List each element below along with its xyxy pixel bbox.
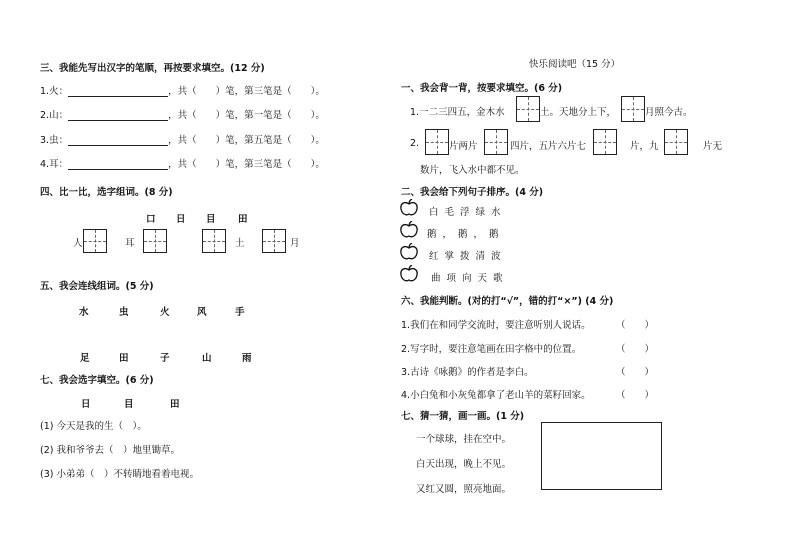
item-label: 4.耳： (40, 159, 69, 170)
recite-line-1b: 土。天地分上下， (540, 107, 617, 118)
section-4-title: 四、比一比，选字组词。(8 分) (40, 187, 173, 198)
word-char: 人 (73, 238, 83, 249)
fill-item-2: (2) 我和爷爷去（ ）地里锄草。 (40, 445, 180, 456)
drawing-box[interactable] (541, 422, 662, 490)
judge-item-3: 3.古诗《咏鹅》的作者是李白。 (401, 367, 534, 378)
apple-icon[interactable] (399, 199, 419, 217)
tianzige-box[interactable] (664, 129, 688, 155)
tianzige-box[interactable] (425, 129, 449, 155)
recite-line-1a: 1.一二三四五，金木水 (410, 107, 505, 118)
recite-line-2e: 片无 (703, 141, 723, 152)
recite-line-2b: 片两片 (449, 141, 478, 152)
poem-line: 鹅，鹅，鹅 (427, 229, 505, 240)
riddle-line: 白天出现，晚上不见。 (416, 459, 512, 470)
tianzige-box[interactable] (83, 229, 107, 253)
apple-icon[interactable] (399, 243, 419, 261)
stroke-item-4 (40, 156, 325, 170)
section-3-title: 三、我能先写出汉字的笔顺，再按要求填空。(12 分) (40, 63, 265, 74)
match-top-char[interactable]: 火 (160, 307, 170, 318)
riddle-line: 又红又圆，照亮地面。 (416, 484, 512, 495)
choice-char: 日 (176, 214, 186, 225)
judge-mark[interactable]: （ ） (616, 344, 655, 355)
fill-item-3: (3) 小弟弟（ ）不转睛地看着电视。 (40, 469, 199, 480)
answer-blank[interactable] (68, 85, 168, 97)
choice-char: 口 (146, 214, 156, 225)
recite-line-2d: 片，九 (630, 141, 659, 152)
match-bottom-char[interactable]: 足 (80, 353, 90, 364)
fill-item-1: (1) 今天是我的生（ ）。 (40, 421, 147, 432)
section-r2-title: 二、我会给下列句子排序。(4 分) (401, 187, 544, 198)
stroke-item-1 (40, 83, 325, 97)
tianzige-box[interactable] (143, 229, 167, 253)
section-r7-title: 七、猜一猜，画一画。(1 分) (401, 411, 525, 422)
recite-line-1c: 月照今古。 (645, 107, 693, 118)
match-top-char[interactable]: 水 (79, 307, 89, 318)
tianzige-box[interactable] (484, 129, 508, 155)
item-text: ，共（ ）笔，第五笔是（ ）。 (168, 135, 325, 146)
section-r1-title: 一、我会背一背，按要求填空。(6 分) (401, 83, 563, 94)
recite-line-2c: 四片，五片六片七 (510, 141, 587, 152)
word-char: 月 (290, 238, 300, 249)
answer-blank[interactable] (68, 109, 168, 121)
match-top-char[interactable]: 虫 (119, 307, 129, 318)
item-label: 1.火： (40, 86, 69, 97)
reading-header: 快乐阅读吧（15 分） (529, 59, 621, 70)
apple-icon[interactable] (399, 265, 419, 283)
judge-mark[interactable]: （ ） (616, 390, 655, 401)
recite-line-3: 数片，飞入水中都不见。 (420, 165, 525, 176)
item-text: ，共（ ）笔，第一笔是（ ）。 (168, 110, 325, 121)
recite-line-2a: 2. (410, 138, 420, 149)
item-text: ，共（ ）笔，第三笔是（ ）。 (168, 86, 325, 97)
apple-icon[interactable] (399, 221, 419, 239)
match-bottom-char[interactable]: 田 (119, 353, 129, 364)
tianzige-box[interactable] (621, 96, 645, 122)
match-top-char[interactable]: 风 (197, 307, 207, 318)
judge-item-2: 2.写字时，要注意笔画在田字格中的位置。 (401, 344, 582, 355)
section-r6-title: 六、我能判断。(对的打“√”，错的打“×”) (4 分) (401, 296, 614, 307)
tianzige-box[interactable] (516, 96, 540, 122)
poem-line: 白毛浮绿水 (429, 207, 507, 218)
match-bottom-char[interactable]: 子 (160, 353, 170, 364)
tianzige-box[interactable] (593, 129, 617, 155)
word-char: 耳 (125, 238, 135, 249)
match-top-char[interactable]: 手 (235, 307, 245, 318)
judge-item-1: 1.我们在和同学交流时，要注意听别人说话。 (401, 320, 591, 331)
judge-mark[interactable]: （ ） (616, 320, 655, 331)
match-bottom-char[interactable]: 山 (202, 353, 212, 364)
item-label: 3.虫： (40, 135, 69, 146)
choice-char: 田 (170, 399, 180, 410)
judge-item-4: 4.小白兔和小灰兔都拿了老山羊的菜籽回家。 (401, 390, 591, 401)
poem-line: 曲项向天歌 (431, 273, 509, 284)
choice-char: 日 (81, 399, 91, 410)
section-7-title: 七、我会选字填空。(6 分) (40, 375, 154, 386)
item-label: 2.山： (40, 110, 69, 121)
word-char: 土 (235, 238, 245, 249)
stroke-item-3 (40, 132, 325, 146)
choice-char: 目 (124, 399, 134, 410)
riddle-line: 一个球球，挂在空中。 (416, 434, 512, 445)
answer-blank[interactable] (68, 158, 168, 170)
choice-char: 田 (238, 214, 248, 225)
poem-line: 红掌拨清波 (429, 251, 507, 262)
tianzige-box[interactable] (262, 229, 286, 253)
section-5-title: 五、我会连线组词。(5 分) (40, 281, 154, 292)
answer-blank[interactable] (68, 134, 168, 146)
tianzige-box[interactable] (202, 229, 226, 253)
judge-mark[interactable]: （ ） (616, 367, 655, 378)
item-text: ，共（ ）笔，第三笔是（ ）。 (168, 159, 325, 170)
match-bottom-char[interactable]: 雨 (242, 353, 252, 364)
choice-char: 目 (206, 214, 216, 225)
stroke-item-2 (40, 107, 325, 121)
